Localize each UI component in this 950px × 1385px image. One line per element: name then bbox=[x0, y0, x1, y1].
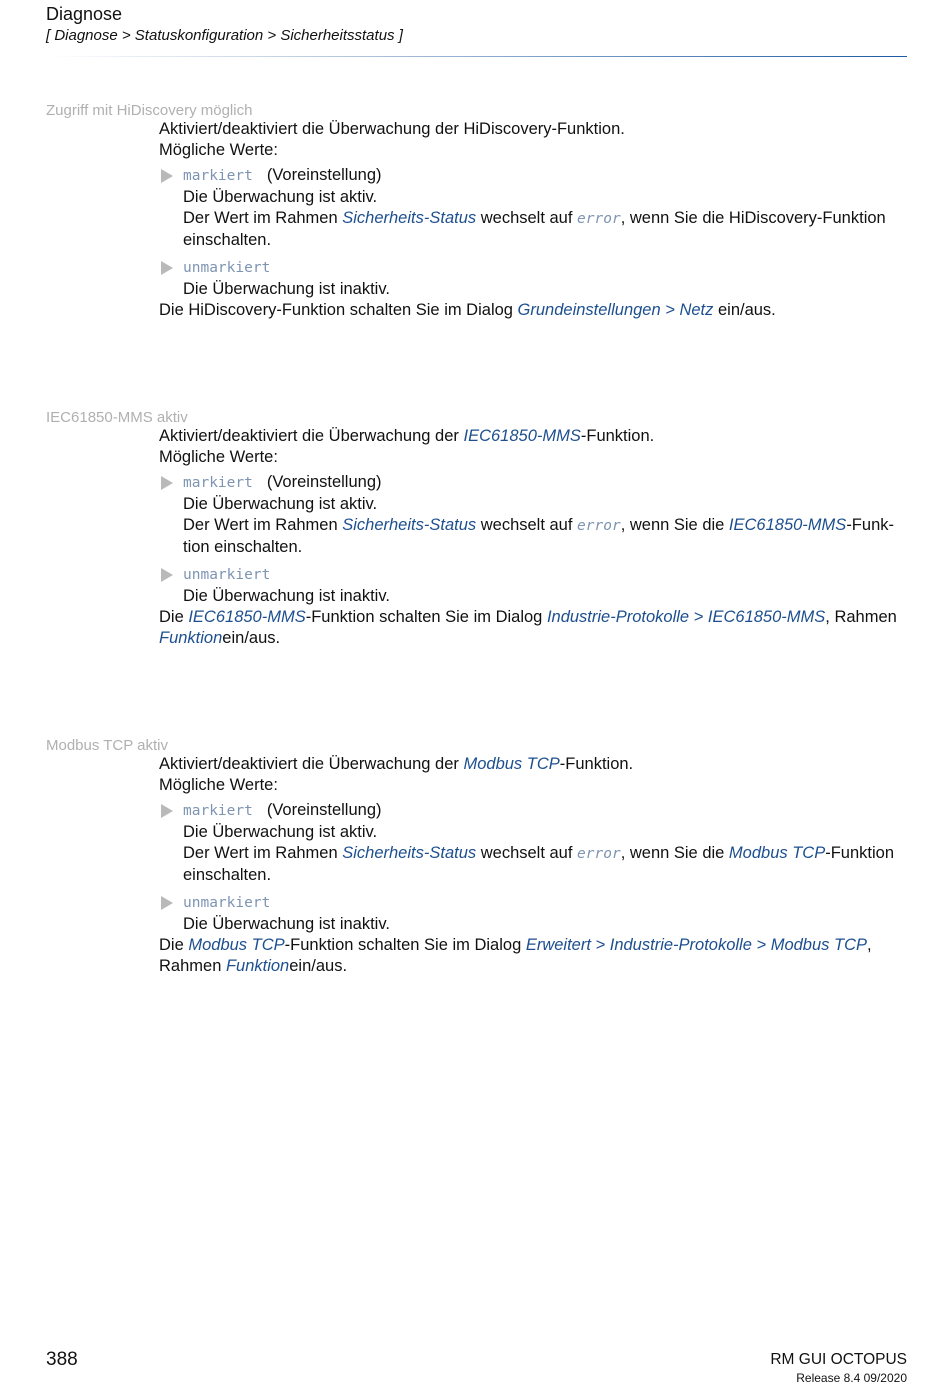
option-unchecked bbox=[159, 257, 907, 300]
text: tion einschalten. bbox=[183, 538, 303, 556]
section-heading: Zugriff mit HiDiscovery möglich bbox=[46, 102, 253, 119]
text: Die bbox=[159, 608, 189, 626]
value-checked: markiert bbox=[183, 475, 253, 491]
closing-text bbox=[159, 935, 907, 956]
default-label: (Voreinstellung) bbox=[266, 801, 382, 819]
bullet-triangle-icon bbox=[161, 568, 173, 582]
link-iec61850-mms[interactable]: IEC61850-MMS bbox=[463, 427, 581, 445]
value-unchecked: unmarkiert bbox=[183, 895, 271, 911]
link-frame-funktion[interactable]: Funktion bbox=[225, 957, 290, 975]
page-header-title: Diagnose bbox=[46, 4, 123, 24]
bullet-triangle-icon bbox=[161, 896, 173, 910]
option-unchecked bbox=[159, 564, 907, 607]
text: Die bbox=[159, 936, 189, 954]
footer-doc-title: RM GUI OCTOPUS bbox=[770, 1351, 907, 1368]
section-heading: IEC61850-MMS aktiv bbox=[46, 409, 188, 426]
inactive-text: Die Überwachung ist inaktiv. bbox=[183, 280, 390, 298]
text: ein/aus. bbox=[713, 301, 776, 319]
link-dialog[interactable]: Industrie-Protokolle > IEC61850-MMS bbox=[546, 608, 826, 626]
text: , wenn Sie die bbox=[620, 844, 729, 862]
section-intro: Aktiviert/deaktiviert die Überwachung der HiDiscovery-Funktion. bbox=[159, 120, 625, 138]
value-checked: markiert bbox=[183, 803, 253, 819]
link-security-status[interactable]: Sicherheits-Status bbox=[342, 844, 477, 862]
text: , wenn Sie die bbox=[620, 516, 729, 534]
bullet-triangle-icon bbox=[161, 804, 173, 818]
option-checked bbox=[159, 800, 907, 886]
section-hidiscovery bbox=[46, 102, 907, 321]
link-modbus-tcp[interactable]: Modbus TCP bbox=[188, 936, 285, 954]
text: -Funk- bbox=[846, 516, 894, 534]
text: Rahmen bbox=[159, 957, 226, 975]
link-dialog[interactable]: Grundeinstellungen > Netz bbox=[517, 301, 714, 319]
text: -Funktion schalten Sie im Dialog bbox=[305, 608, 547, 626]
possible-values-label: Mögliche Werte: bbox=[159, 141, 278, 159]
text: ein/aus. bbox=[222, 629, 281, 647]
value-error: error bbox=[577, 846, 621, 862]
header-divider bbox=[46, 56, 907, 57]
default-label: (Voreinstellung) bbox=[266, 166, 382, 184]
option-checked bbox=[159, 472, 907, 558]
section-heading: Modbus TCP aktiv bbox=[46, 737, 168, 754]
link-security-status[interactable]: Sicherheits-Status bbox=[342, 209, 477, 227]
text: , wenn Sie die HiDiscovery-Funktion bbox=[620, 209, 886, 227]
section-modbus-tcp bbox=[46, 737, 907, 977]
active-text: Die Überwachung ist aktiv. bbox=[183, 188, 378, 206]
link-iec61850-mms[interactable]: IEC61850-MMS bbox=[188, 608, 306, 626]
link-dialog[interactable]: Erweitert > Industrie-Protokolle > Modbus TCP bbox=[525, 936, 867, 954]
text: wechselt auf bbox=[476, 209, 578, 227]
text: -Funktion. bbox=[580, 427, 655, 445]
bullet-triangle-icon bbox=[161, 261, 173, 275]
option-unchecked bbox=[159, 892, 907, 935]
text: Der Wert im Rahmen bbox=[183, 516, 343, 534]
text: , bbox=[867, 936, 872, 954]
link-modbus-tcp[interactable]: Modbus TCP bbox=[463, 755, 560, 773]
link-modbus-tcp[interactable]: Modbus TCP bbox=[728, 844, 826, 862]
active-text: Die Überwachung ist aktiv. bbox=[183, 823, 378, 841]
section-iec61850 bbox=[46, 409, 907, 649]
inactive-text: Die Überwachung ist inaktiv. bbox=[183, 915, 390, 933]
text: -Funktion. bbox=[559, 755, 634, 773]
closing-text bbox=[159, 300, 907, 321]
text: wechselt auf bbox=[476, 844, 578, 862]
default-label: (Voreinstellung) bbox=[266, 473, 382, 491]
active-text: Die Überwachung ist aktiv. bbox=[183, 495, 378, 513]
bullet-triangle-icon bbox=[161, 476, 173, 490]
footer-release: Release 8.4 09/2020 bbox=[796, 1371, 907, 1385]
text: , Rahmen bbox=[825, 608, 897, 626]
text: wechselt auf bbox=[476, 516, 578, 534]
text: Aktiviert/deaktiviert die Überwachung der bbox=[159, 427, 464, 445]
text: Der Wert im Rahmen bbox=[183, 844, 343, 862]
link-frame-funktion[interactable]: Funktion bbox=[159, 629, 223, 647]
text: -Funktion bbox=[825, 844, 894, 862]
text: Aktiviert/deaktiviert die Überwachung der bbox=[159, 755, 464, 773]
value-unchecked: unmarkiert bbox=[183, 260, 271, 276]
text: einschalten. bbox=[183, 231, 272, 249]
option-checked bbox=[159, 165, 907, 251]
text: einschalten. bbox=[183, 866, 272, 884]
value-unchecked: unmarkiert bbox=[183, 567, 271, 583]
text: -Funktion schalten Sie im Dialog bbox=[284, 936, 526, 954]
link-security-status[interactable]: Sicherheits-Status bbox=[342, 516, 477, 534]
link-iec61850-mms[interactable]: IEC61850-MMS bbox=[728, 516, 847, 534]
inactive-text: Die Überwachung ist inaktiv. bbox=[183, 587, 390, 605]
section-intro bbox=[159, 754, 907, 775]
text: Der Wert im Rahmen bbox=[183, 209, 343, 227]
page-number: 388 bbox=[46, 1349, 78, 1370]
closing-text bbox=[159, 607, 907, 628]
breadcrumb: [ Diagnose > Statuskonfiguration > Sicherheitsstatus ] bbox=[46, 27, 403, 44]
section-intro bbox=[159, 426, 907, 447]
text: ein/aus. bbox=[289, 957, 348, 975]
possible-values-label: Mögliche Werte: bbox=[159, 776, 278, 794]
possible-values-label: Mögliche Werte: bbox=[159, 448, 278, 466]
bullet-triangle-icon bbox=[161, 169, 173, 183]
value-checked: markiert bbox=[183, 168, 253, 184]
value-error: error bbox=[577, 518, 621, 534]
value-error: error bbox=[577, 211, 621, 227]
text: Die HiDiscovery-Funktion schalten Sie im Dialog bbox=[159, 301, 518, 319]
